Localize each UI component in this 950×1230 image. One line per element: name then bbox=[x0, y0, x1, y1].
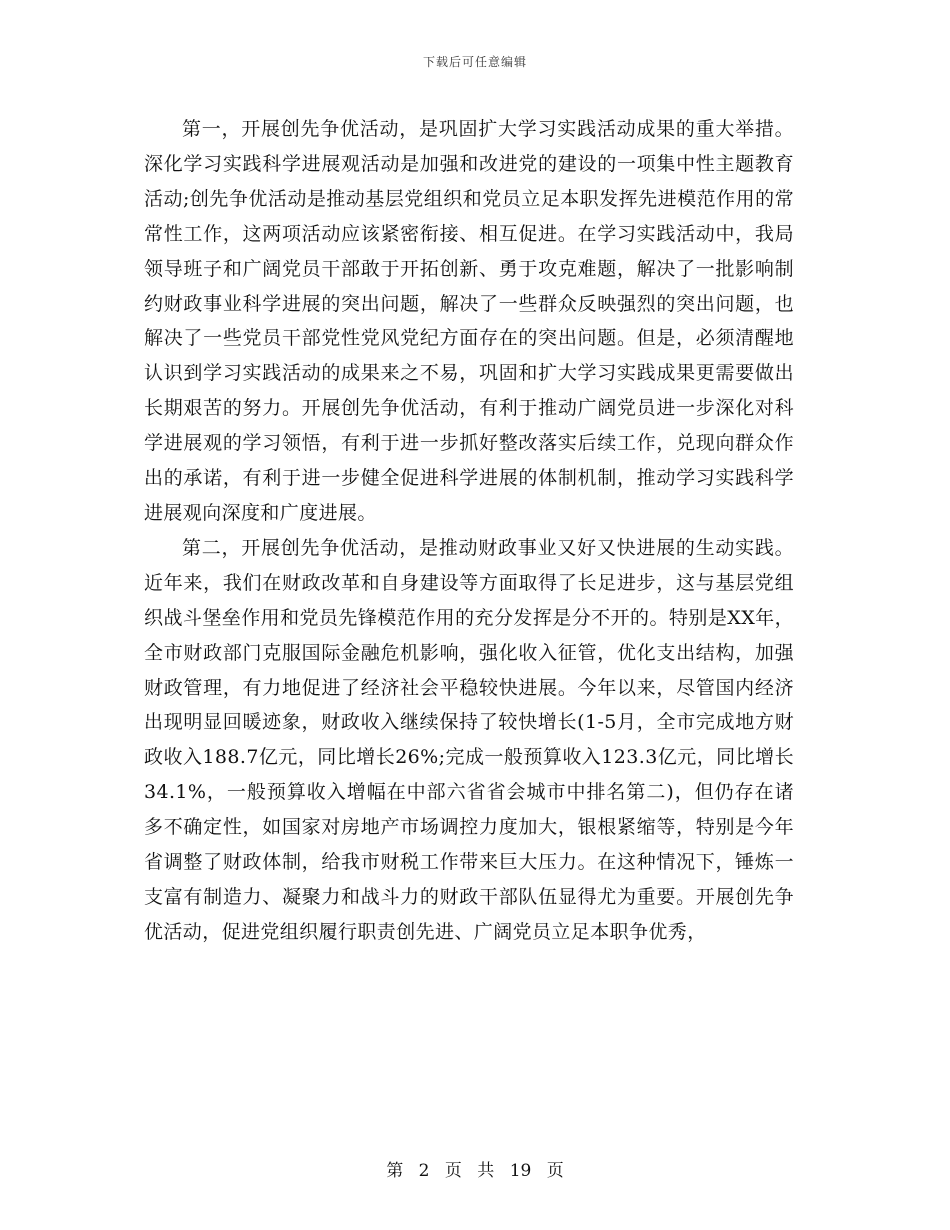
paragraph-1: 第一，开展创先争优活动，是巩固扩大学习实践活动成果的重大举措。深化学习实践科学进展观活动是加强和改进党的建设的一项集中性主题教育活动;创先争优活动是推动基层党组织和党员立足本职发挥先进模范作用的常常性工作，这两项活动应该紧密衔接、相互促进。在学习实践活动中，我局领导班子和广阔党员干部敢于开拓创新、勇于攻克难题，解决了一批影响制约财政事业科学进展的突出问题，解决了一些群众反映强烈的突出问题，也解决了一些党员干部党性党风党纪方面存在的突出问题。但是，必须清醒地认识到学习实践活动的成果来之不易，巩固和扩大学习实践成果更需要做出长期艰苦的努力。开展创先争优活动，有利于推动广阔党员进一步深化对科学进展观的学习领悟，有利于进一步抓好整改落实后续工作，兑现向群众作出的承诺，有利于进一步健全促进科学进展的体制机制，推动学习实践科学进展观向深度和广度进展。 bbox=[144, 118, 794, 524]
footer-label-unit: 页 bbox=[444, 1161, 462, 1181]
footer-label-page: 第 bbox=[386, 1161, 404, 1181]
page-header-note: 下载后可任意编辑 bbox=[422, 55, 527, 69]
document-body bbox=[144, 112, 794, 950]
footer-total-pages: 19 bbox=[509, 1161, 532, 1181]
footer-label-total: 共 bbox=[477, 1161, 495, 1181]
page-footer bbox=[0, 1156, 950, 1181]
paragraph-2: 第二，开展创先争优活动，是推动财政事业又好又快进展的生动实践。近年来，我们在财政改革和自身建设等方面取得了长足进步，这与基层党组织战斗堡垒作用和党员先锋模范作用的充分发挥是分不开的。特别是XX年，全市财政部门克服国际金融危机影响，强化收入征管，优化支出结构，加强财政管理，有力地促进了经济社会平稳较快进展。今年以来，尽管国内经济出现明显回暖迹象，财政收入继续保持了较快增长(1-5月，全市完成地方财政收入188.7亿元，同比增长26%;完成一般预算收入123.3亿元，同比增长34.1%，一般预算收入增幅在中部六省省会城市中排名第二)，但仍存在诸多不确定性，如国家对房地产市场调控力度加大，银根紧缩等，特别是今年省调整了财政体制，给我市财税工作带来巨大压力。在这种情况下，锤炼一支富有制造力、凝聚力和战斗力的财政干部队伍显得尤为重要。开展创先争优活动，促进党组织履行职责创先进、广阔党员立足本职争优秀， bbox=[144, 536, 794, 943]
footer-label-unit-2: 页 bbox=[546, 1161, 564, 1181]
footer-current-page: 2 bbox=[418, 1161, 430, 1181]
